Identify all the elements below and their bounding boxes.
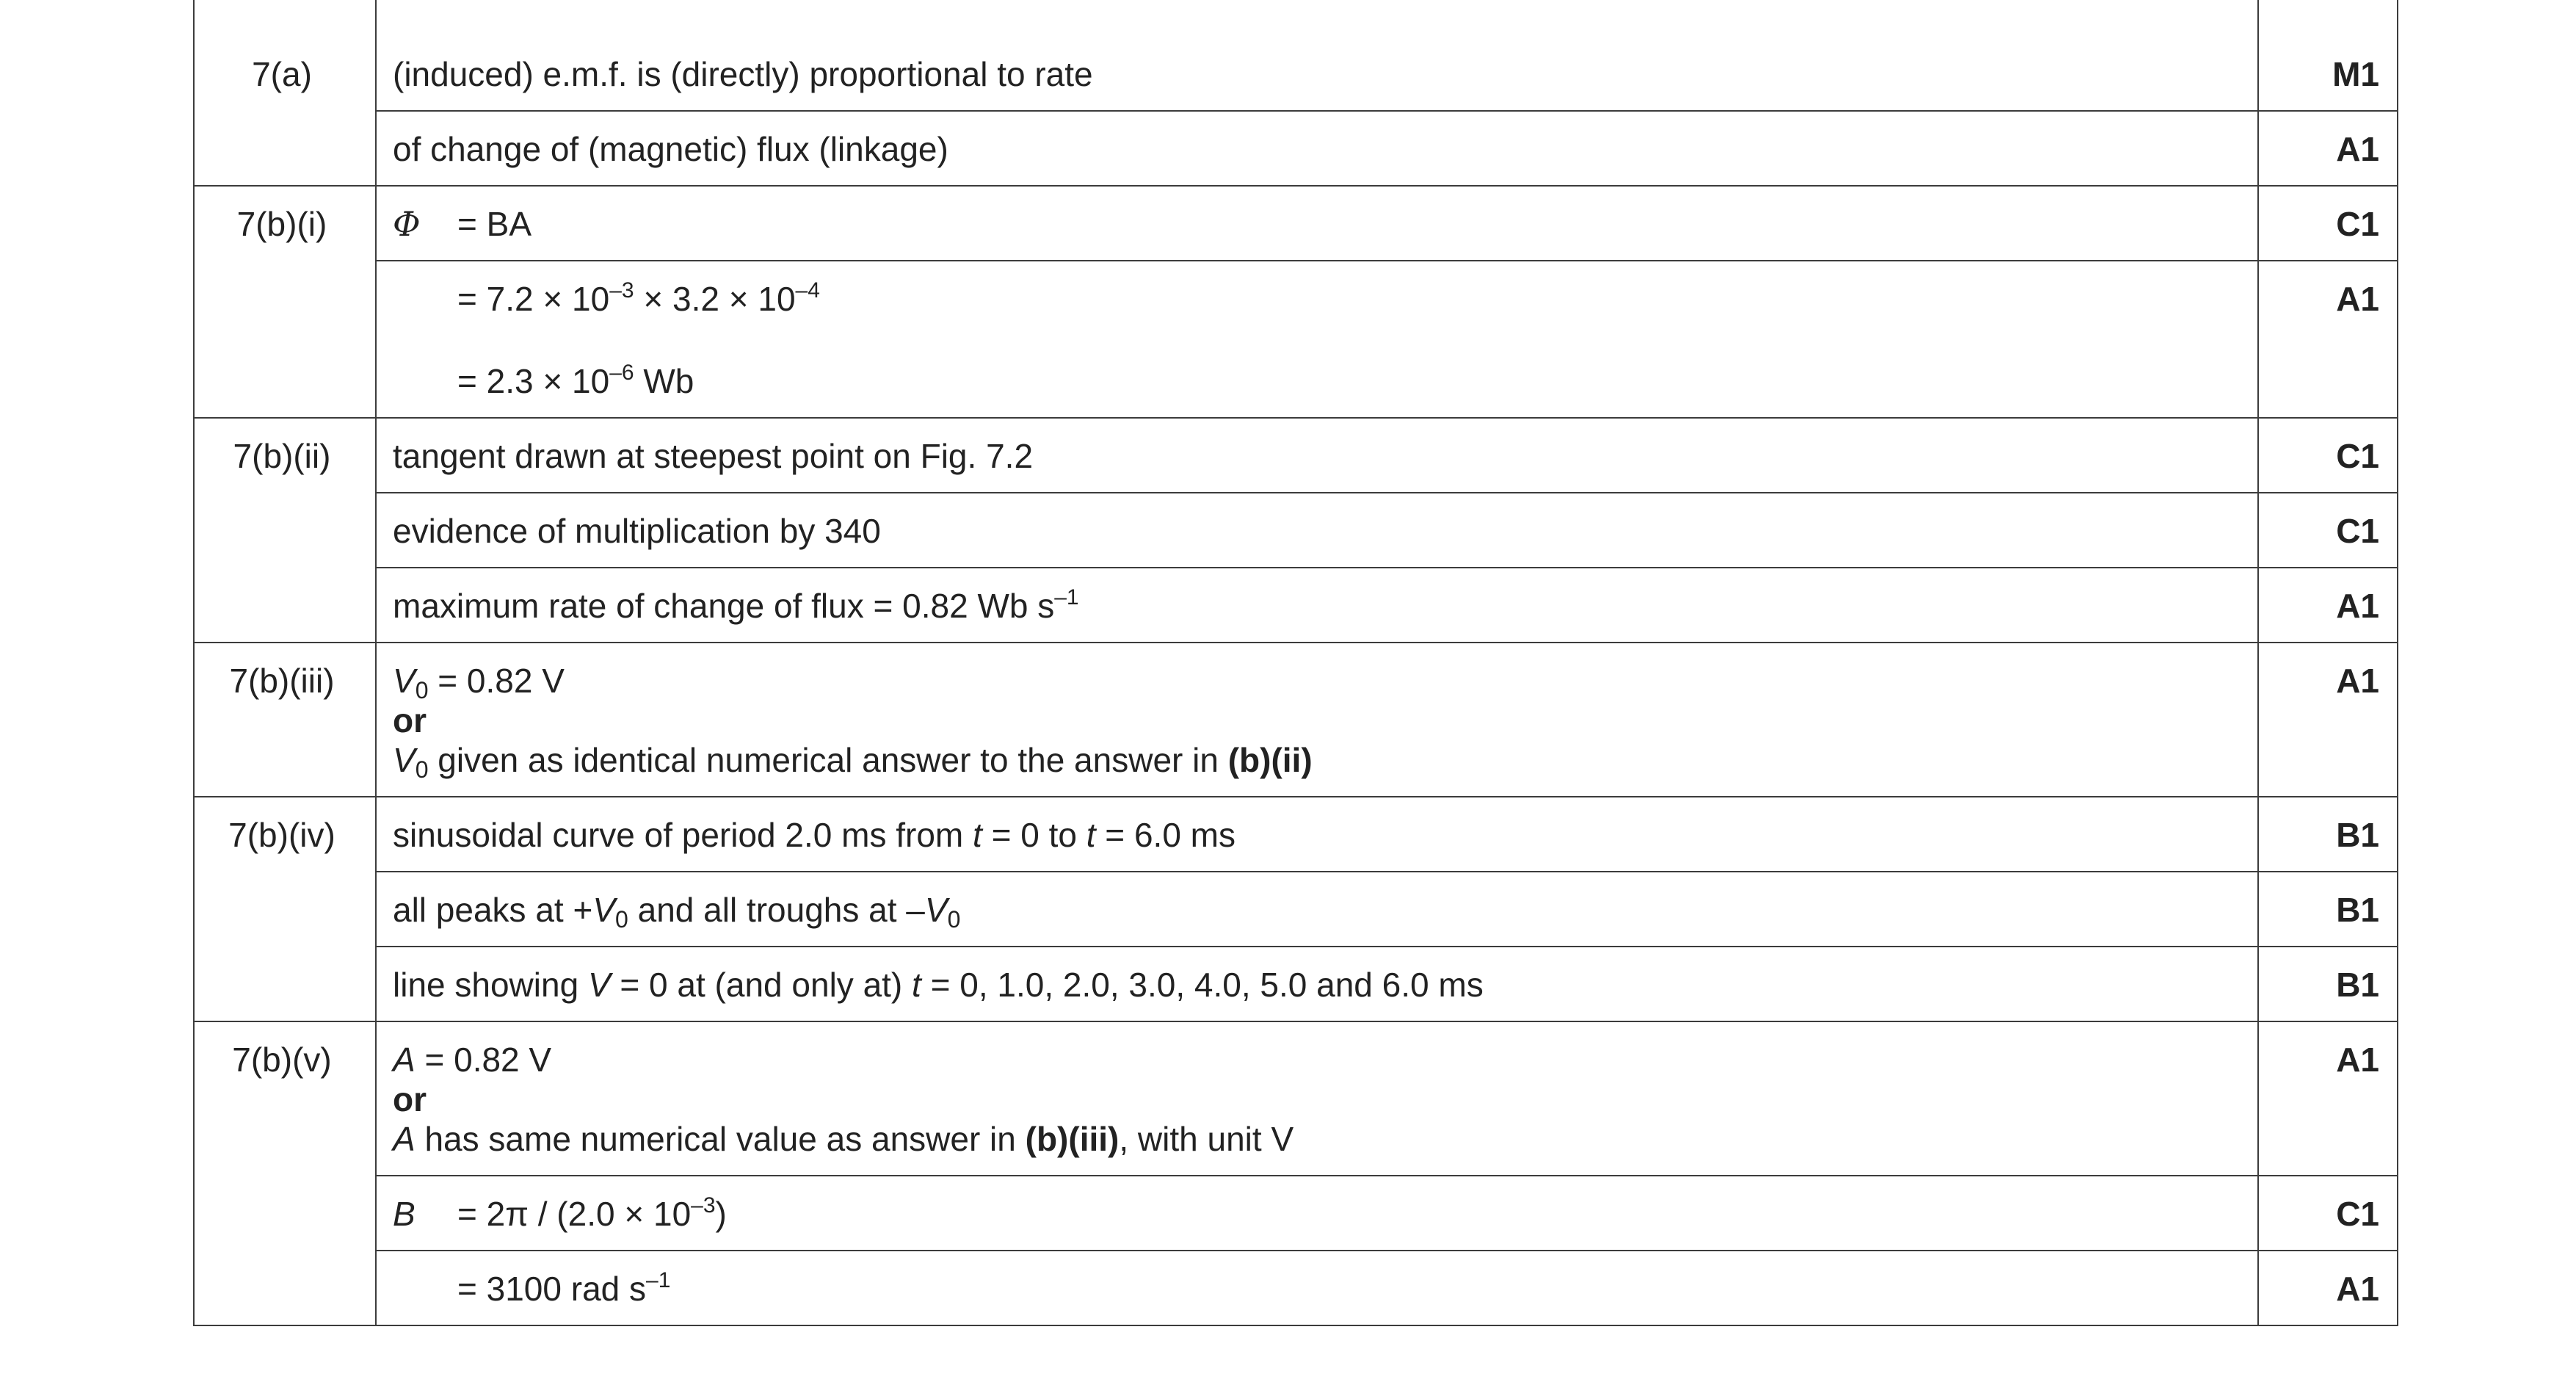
table-row — [194, 947, 2398, 1021]
answer-cell — [376, 947, 2258, 1021]
mark-cell: A1 — [2258, 1021, 2398, 1176]
mark-cell: A1 — [2258, 261, 2398, 418]
mark-cell: B1 — [2258, 797, 2398, 872]
answer-text: = 6.0 ms — [1095, 816, 1236, 854]
mark-cell: B1 — [2258, 872, 2398, 947]
answer-cell — [376, 568, 2258, 643]
time-symbol: t — [912, 966, 921, 1004]
answer-cell — [376, 186, 2258, 261]
voltage-symbol: V — [393, 741, 416, 779]
answer-cell — [376, 1021, 2258, 1176]
table-row — [194, 261, 2398, 418]
answer-text: and all troughs at – — [628, 891, 925, 929]
exponent: –6 — [609, 361, 634, 385]
voltage-symbol: V — [592, 891, 616, 929]
exponent: –1 — [1054, 585, 1079, 609]
answer-text: = 2π / (2.0 × 10 — [457, 1195, 692, 1233]
answer-text: sinusoidal curve of period 2.0 ms from — [393, 816, 973, 854]
question-number: 7(a) — [194, 0, 376, 186]
question-number: 7(b)(iii) — [194, 643, 376, 797]
table-row — [194, 643, 2398, 797]
answer-cell: of change of (magnetic) flux (linkage) — [376, 111, 2258, 186]
table-row — [194, 872, 2398, 947]
amplitude-symbol: A — [393, 1041, 416, 1079]
table-row — [194, 493, 2398, 568]
exponent: –4 — [795, 278, 820, 303]
voltage-symbol: V — [587, 966, 611, 1004]
table-row — [194, 111, 2398, 186]
subscript: 0 — [415, 677, 429, 703]
question-number: 7(b)(i) — [194, 186, 376, 418]
answer-cell — [376, 643, 2258, 797]
answer-cell — [376, 261, 2258, 418]
answer-cell — [376, 1251, 2258, 1325]
mark-cell: A1 — [2258, 1251, 2398, 1325]
answer-text: has same numerical value as answer in — [415, 1120, 1026, 1158]
answer-cell — [376, 797, 2258, 872]
answer-cell — [376, 1176, 2258, 1251]
part-reference: (b)(iii) — [1025, 1120, 1120, 1158]
answer-text: = 0.82 V — [428, 662, 565, 700]
table-row — [194, 418, 2398, 493]
mark-cell: C1 — [2258, 1176, 2398, 1251]
working-mid: × 3.2 × 10 — [634, 280, 796, 318]
answer-text: = 3100 rad s — [457, 1270, 647, 1308]
answer-text: , with unit V — [1119, 1120, 1294, 1158]
mark-cell: B1 — [2258, 947, 2398, 1021]
answer-text: = 0, 1.0, 2.0, 3.0, 4.0, 5.0 and 6.0 ms — [921, 966, 1484, 1004]
table-row — [194, 1021, 2398, 1176]
time-symbol: t — [1086, 816, 1096, 854]
working-pre: = 7.2 × 10 — [457, 280, 610, 318]
mark-scheme-table — [193, 0, 2398, 1326]
answer-cell: (induced) e.m.f. is (directly) proportional to rate — [376, 0, 2258, 111]
part-reference: (b)(ii) — [1227, 741, 1313, 779]
answer-text: = 0.82 V — [415, 1041, 552, 1079]
exponent: –3 — [691, 1193, 716, 1218]
answer-text: = 0 to — [982, 816, 1086, 854]
answer-text: maximum rate of change of flux = 0.82 Wb s — [393, 587, 1055, 625]
question-number: 7(b)(ii) — [194, 418, 376, 643]
mark-cell: M1 — [2258, 0, 2398, 111]
subscript: 0 — [415, 756, 429, 783]
result-pre: = 2.3 × 10 — [457, 362, 610, 400]
answer-text: line showing — [393, 966, 588, 1004]
answer-cell: tangent drawn at steepest point on Fig. 7.2 — [376, 418, 2258, 493]
table-row — [194, 797, 2398, 872]
question-number: 7(b)(iv) — [194, 797, 376, 1021]
answer-cell: evidence of multiplication by 340 — [376, 493, 2258, 568]
table-row — [194, 1251, 2398, 1325]
exponent: –1 — [646, 1268, 671, 1292]
table-row — [194, 0, 2398, 111]
answer-text: all peaks at + — [393, 891, 593, 929]
answer-cell — [376, 872, 2258, 947]
mark-cell: A1 — [2258, 111, 2398, 186]
mark-cell: A1 — [2258, 568, 2398, 643]
answer-text: = 0 at (and only at) — [610, 966, 913, 1004]
table-row — [194, 186, 2398, 261]
exponent: –3 — [609, 278, 634, 303]
voltage-symbol: V — [924, 891, 948, 929]
or-label: or — [393, 1080, 427, 1118]
mark-cell: C1 — [2258, 418, 2398, 493]
answer-text: given as identical numerical answer to the answer in — [428, 741, 1228, 779]
answer-text: ) — [715, 1195, 727, 1233]
result-unit: Wb — [634, 362, 694, 400]
time-symbol: t — [973, 816, 982, 854]
question-number: 7(b)(v) — [194, 1021, 376, 1325]
answer-text: = BA — [457, 205, 532, 243]
flux-symbol: Φ — [393, 204, 421, 244]
table-row — [194, 1176, 2398, 1251]
mark-cell: A1 — [2258, 643, 2398, 797]
mark-cell: C1 — [2258, 186, 2398, 261]
b-symbol: B — [393, 1195, 416, 1233]
subscript: 0 — [947, 906, 961, 933]
subscript: 0 — [615, 906, 628, 933]
mark-cell: C1 — [2258, 493, 2398, 568]
amplitude-symbol: A — [393, 1120, 416, 1158]
table-row — [194, 568, 2398, 643]
or-label: or — [393, 701, 427, 739]
voltage-symbol: V — [393, 662, 416, 700]
